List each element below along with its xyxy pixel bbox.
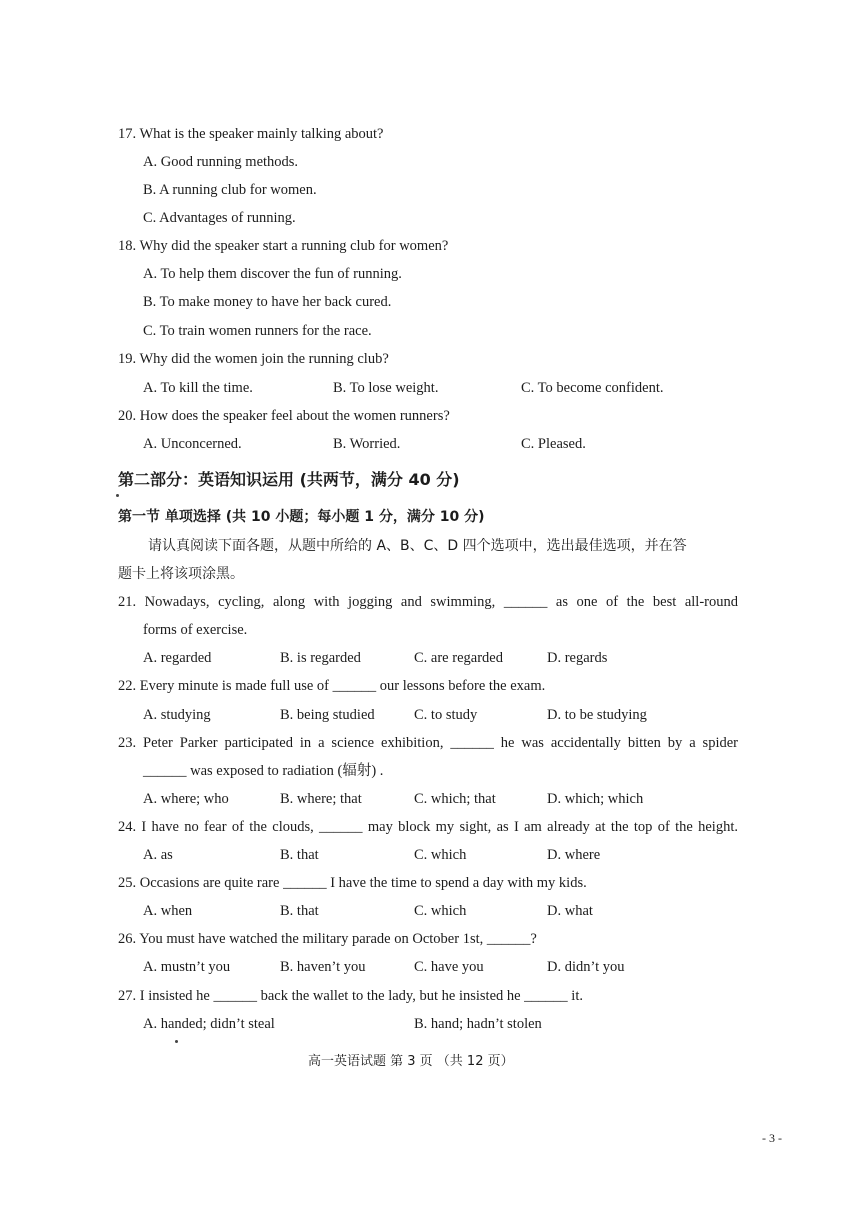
question-21-option-c: C. are regarded xyxy=(414,650,503,666)
question-26-option-b: B. haven’t you xyxy=(280,959,366,975)
question-25-option-d: D. what xyxy=(547,903,593,919)
question-23-option-a: A. where; who xyxy=(143,791,229,807)
page-footer: 高一英语试题 第 3 页 （共 12 页） xyxy=(308,1054,514,1069)
question-18-stem: 18. Why did the speaker start a running club for women? xyxy=(118,238,449,254)
question-23-option-b: B. where; that xyxy=(280,791,362,807)
question-27-option-a: A. handed; didn’t steal xyxy=(143,1016,275,1032)
question-23-option-c: C. which; that xyxy=(414,791,496,807)
question-18-option-a: A. To help them discover the fun of running. xyxy=(143,266,402,282)
question-19-option-a: A. To kill the time. xyxy=(143,380,253,396)
question-22-option-a: A. studying xyxy=(143,707,211,723)
question-21-option-b: B. is regarded xyxy=(280,650,361,666)
question-26-option-d: D. didn’t you xyxy=(547,959,625,975)
question-19-option-c: C. To become confident. xyxy=(521,380,664,396)
part-two-heading: 第二部分：英语知识运用 (共两节，满分 40 分) xyxy=(118,470,460,489)
question-23-stem-line-1: 23. Peter Parker participated in a science exhibition, ______ he was accidentally bitten by a spider xyxy=(118,735,738,751)
question-27-stem: 27. I insisted he ______ back the wallet to the lady, but he insisted he ______ it. xyxy=(118,988,583,1004)
question-25-option-a: A. when xyxy=(143,903,193,919)
question-23-option-d: D. which; which xyxy=(547,791,644,807)
question-21-option-d: D. regards xyxy=(547,650,608,666)
question-19-option-b: B. To lose weight. xyxy=(333,380,439,396)
question-24-option-b: B. that xyxy=(280,847,319,863)
question-22-option-d: D. to be studying xyxy=(547,707,647,723)
question-27-option-b: B. hand; hadn’t stolen xyxy=(414,1016,542,1032)
question-22-stem: 22. Every minute is made full use of ______ our lessons before the exam. xyxy=(118,678,546,694)
question-18-option-c: C. To train women runners for the race. xyxy=(143,323,372,339)
question-20-stem: 20. How does the speaker feel about the women runners? xyxy=(118,408,450,424)
question-24-option-d: D. where xyxy=(547,847,601,863)
question-24-option-a: A. as xyxy=(143,847,173,863)
question-21-option-a: A. regarded xyxy=(143,650,212,666)
question-25-option-b: B. that xyxy=(280,903,319,919)
question-26-option-c: C. have you xyxy=(414,959,484,975)
question-26-stem: 26. You must have watched the military parade on October 1st, ______? xyxy=(118,931,537,947)
question-22-option-c: C. to study xyxy=(414,707,478,723)
question-21-stem-line-1: 21. Nowadays, cycling, along with jogging and swimming, ______ as one of the best all-round xyxy=(118,594,738,610)
section-one-heading: 第一节 单项选择 (共 10 小题；每小题 1 分，满分 10 分) xyxy=(118,509,485,525)
question-20-option-b: B. Worried. xyxy=(333,436,401,452)
question-21-stem-line-2: forms of exercise. xyxy=(143,622,248,638)
question-17-option-c: C. Advantages of running. xyxy=(143,210,296,226)
question-17-option-a: A. Good running methods. xyxy=(143,154,299,170)
question-24-option-c: C. which xyxy=(414,847,467,863)
instruction-text-line-1: 请认真阅读下面各题，从题中所给的 A、B、C、D 四个选项中，选出最佳选项，并在答 xyxy=(148,538,687,554)
scan-dot xyxy=(116,494,119,497)
question-17-stem: 17. What is the speaker mainly talking about? xyxy=(118,126,384,142)
question-19-stem: 19. Why did the women join the running club? xyxy=(118,351,389,367)
question-25-stem: 25. Occasions are quite rare ______ I have the time to spend a day with my kids. xyxy=(118,875,587,891)
question-23-stem-line-2: ______ was exposed to radiation (辐射) . xyxy=(143,763,384,779)
instruction-text-line-2: 题卡上将该项涂黑。 xyxy=(118,566,244,582)
question-22-option-b: B. being studied xyxy=(280,707,375,723)
scan-dot xyxy=(175,1040,178,1043)
page-number: - 3 - xyxy=(762,1131,782,1145)
question-26-option-a: A. mustn’t you xyxy=(143,959,231,975)
question-25-option-c: C. which xyxy=(414,903,467,919)
question-20-option-c: C. Pleased. xyxy=(521,436,586,452)
question-18-option-b: B. To make money to have her back cured. xyxy=(143,294,392,310)
question-17-option-b: B. A running club for women. xyxy=(143,182,317,198)
question-20-option-a: A. Unconcerned. xyxy=(143,436,242,452)
question-24-stem: 24. I have no fear of the clouds, ______ may block my sight, as I am already at the top of the height. xyxy=(118,819,738,835)
